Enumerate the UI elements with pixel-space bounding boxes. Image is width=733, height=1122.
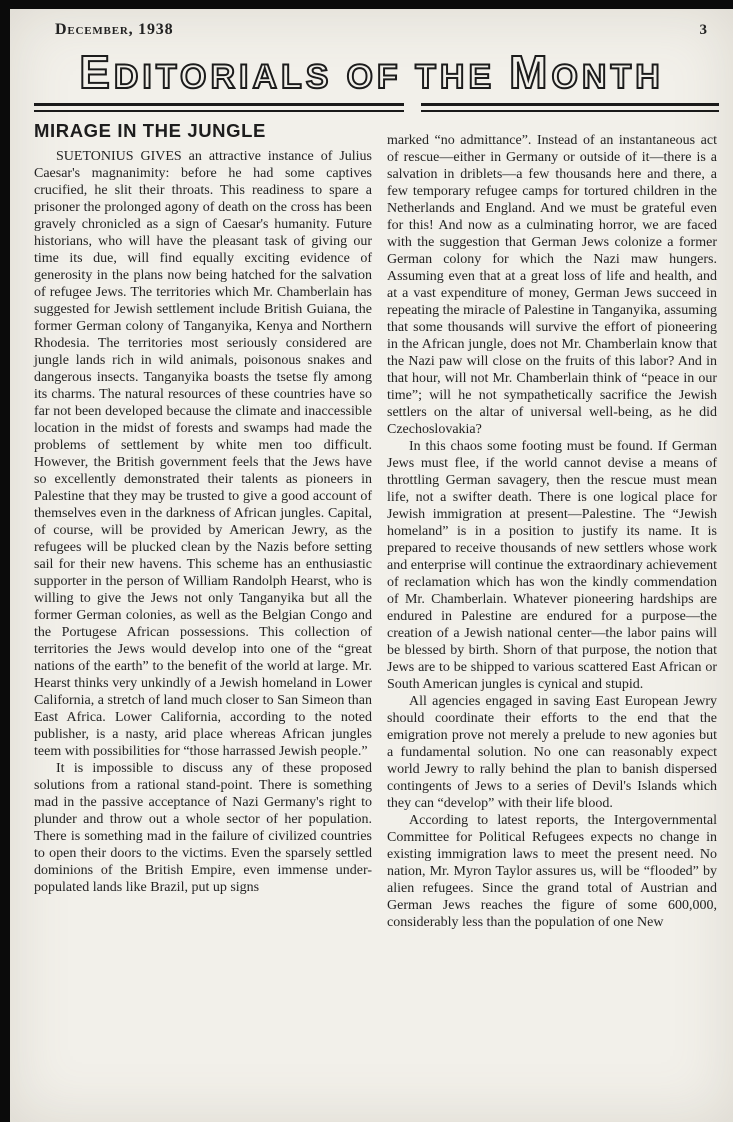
article-paragraph: It is impossible to discuss any of these proposed solutions from a rational stand-point. There is something mad in the passive acceptance of Nazi Germany's right to plunder and throw out a whole sector of her population. There is something mad in the failure of civilized countries to open their doors to the victims. Even the sparsely settled dominions of the British Empire, even immense under-populated lands like Brazil, put up signs	[34, 761, 372, 895]
left-column	[34, 120, 372, 931]
masthead-divider	[34, 103, 719, 112]
article-paragraph: All agencies engaged in saving East European Jewry should coordinate their efforts to the end that the emigration prove not merely a prelude to new agonies but a fundamental solution. No one can reasonably expect world Jewry to rally behind the plan to banish dispersed contingents of Jews to a series of Devil's Islands which they can “develop” with their life blood.	[387, 694, 717, 811]
divider-right-segment	[421, 103, 719, 112]
article-heading: MIRAGE IN THE JUNGLE	[34, 120, 266, 141]
section-title	[10, 45, 733, 99]
title-initial-e: E	[79, 46, 114, 98]
right-column	[387, 120, 717, 931]
page-number: 3	[699, 22, 707, 38]
title-rest-ditorials: DITORIALS	[113, 58, 333, 96]
page-header	[10, 9, 733, 39]
article-body	[34, 120, 717, 931]
title-rest-onth: ONTH	[551, 58, 664, 96]
article-paragraph: SUETONIUS GIVES an attractive instance of Julius Caesar's magnanimity: before he had some captives crucified, he slit their throats. This readiness to spare a prisoner the prolonged agony of death on the cross has been gravely chronicled as a sign of Caesar's humanity. Future historians, who will have the pleasant task of giving our time its due, will find equally exciting evidence of generosity in the plans now being hatched for the salvation of refugee Jews. The territories which Mr. Chamberlain has suggested for Jewish settlement include British Guiana, the former German colony of Tanganyika, Kenya and Northern Rhodesia. The territories most seriously considered are jungle lands rich in wild animals, poisonous snakes and dangerous insects. Tanganyika boasts the tsetse fly among its charms. The natural resources of these countries have so far not been developed because the climate and inaccessible location in the midst of forests and swamps had made the problems of settlement by white men too difficult. However, the British government feels that the Jews have so excellently demonstrated their talents as pioneers in Palestine that they may be trusted to give a good account of themselves even in the darkness of African jungles. Capital, of course, will be provided by American Jewry, as the refugees will be plucked clean by the Nazis before setting sail for their new havens. This scheme has an enthusiastic supporter in the person of William Randolph Hearst, who is willing to give the Jews not only Tanganyika but all the former German colonies, as well as the Belgian Congo and the Portugese African possessions. This collection of territories the Jews would develop into one of the “great nations of the earth” to the benefit of the world at large. Mr. Hearst thinks very unkindly of a Jewish homeland in Lower California, a stretch of land much closer to San Simeon than East Africa. Lower California, according to the noted publisher, is a nasty, arid place whereas African jungles teem with possibilities for “those harrassed Jewish people.”	[34, 149, 372, 759]
article-paragraph: According to latest reports, the Intergovernmental Committee for Political Refugees expects no change in existing immigration laws to meet the present need. No nation, Mr. Myron Taylor assures us, will be “flooded” by alien refugees. Since the grand total of Austrian and German Jews reaches the figure of some 600,000, considerably less than the population of one New	[387, 813, 717, 930]
title-of-the: OF THE	[346, 58, 496, 96]
title-initial-m: M	[509, 46, 552, 98]
article-paragraph: marked “no admittance”. Instead of an instantaneous act of rescue—either in Germany or outside of it—there is a salvation in driblets—a few thousands here and there, a few temporary refugee camps for tortured children in the Netherlands and England. And we must be grateful even for this! And now as a culminating horror, we are faced with the suggestion that German Jews colonize a former German colony for which the Nazi maw hungers. Assuming even that at a great loss of life and health, and at a vast expenditure of money, German Jews succeed in repeating the miracle of Palestine in Tanganyika, assuming that some thousands will survive the effort of pioneering in the African jungle, does not Mr. Chamberlain know that the Nazi paw will close on the fruits of this labor? And in that hour, will not Mr. Chamberlain think of “peace in our time”; will he not sympathetically sacrifice the Jewish settlers on the altar of universal well-being, as he did Czechoslovakia?	[387, 133, 717, 437]
divider-left-segment	[34, 103, 404, 112]
issue-date: December, 1938	[55, 21, 174, 38]
article-paragraph: In this chaos some footing must be found. If German Jews must flee, if the world cannot devise a means of throttling German savagery, then the rescue must mean life, not a swifter death. There is one logical place for Jewish immigration at present—Palestine. The “Jewish homeland” is in a position to justify its name. It is prepared to receive thousands of new settlers whose work and enterprise will continue the extraordinary achievement of reclamation which has won the kindly commendation of Mr. Chamberlain. Whatever pioneering hardships are endured in Palestine are endured for a purpose—the creation of a Jewish national center—the labor pains will be blessed by birth. Shorn of that purpose, the notion that Jews are to be shipped to various scattered East African or South American jungles is cynical and stupid.	[387, 439, 717, 692]
magazine-page	[10, 9, 733, 1122]
